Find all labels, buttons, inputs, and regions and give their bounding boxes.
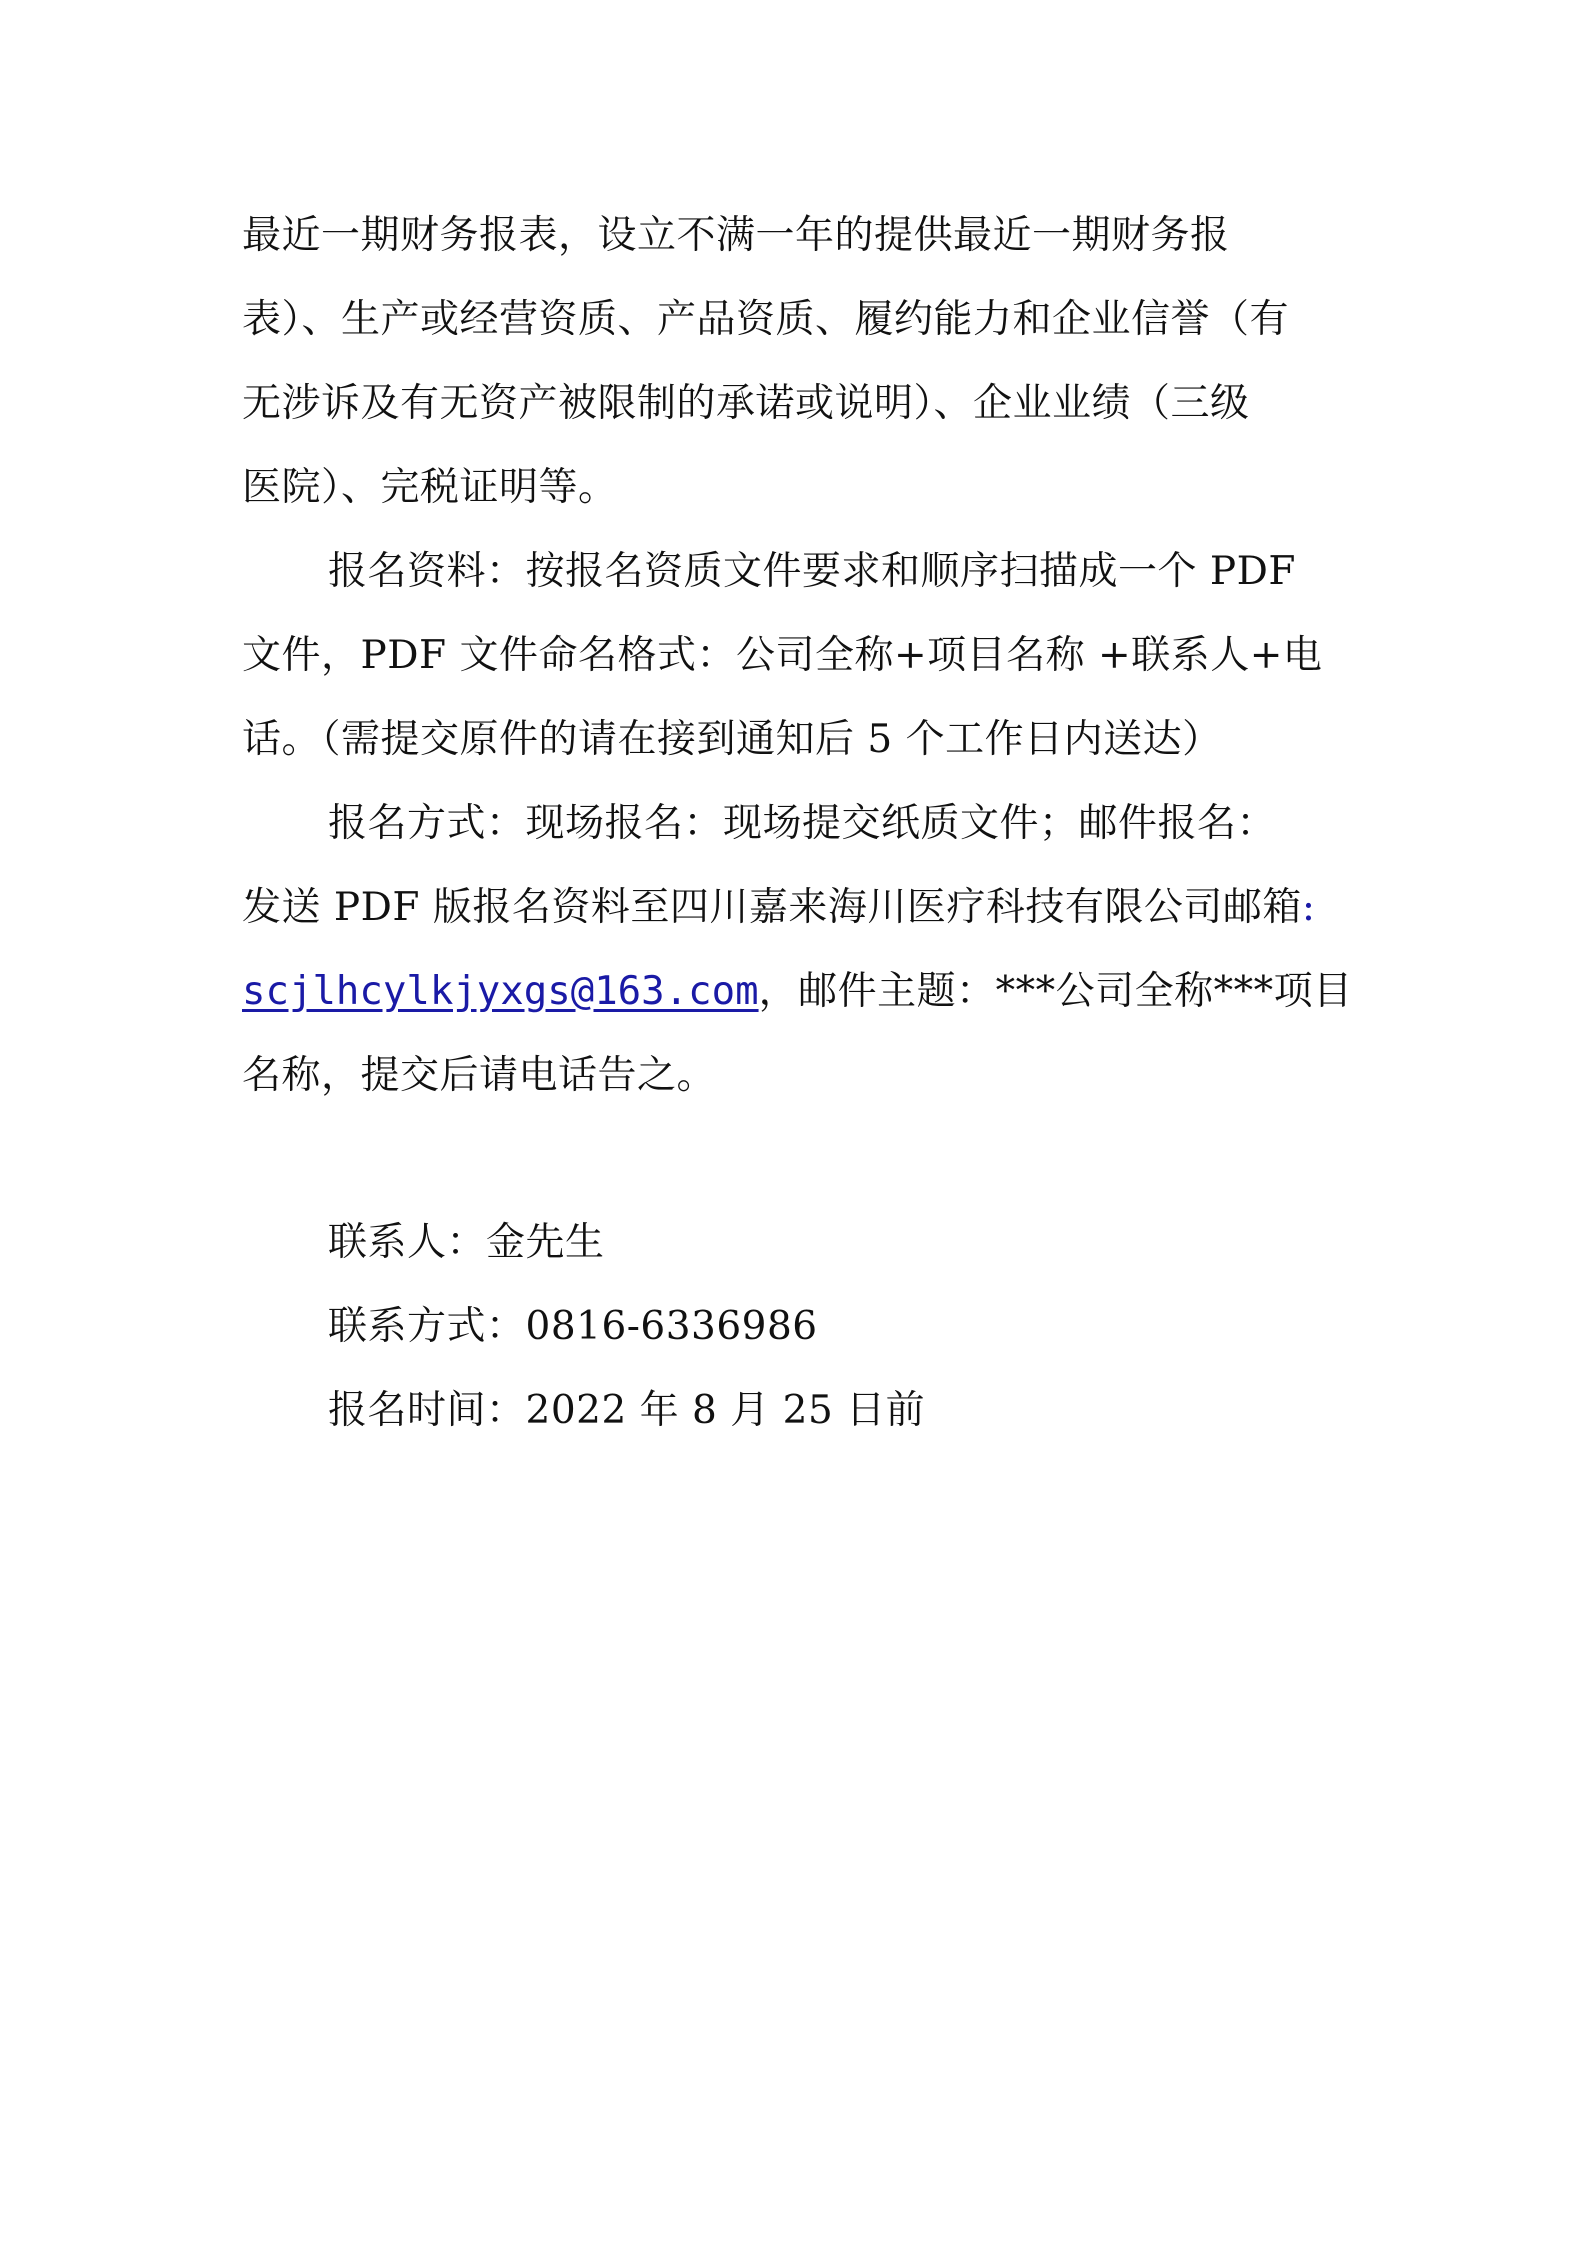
paragraph-1-line-1: 最近一期财务报表，设立不满一年的提供最近一期财务报	[242, 213, 1230, 258]
paragraph-2-line-2: 文件，PDF 文件命名格式：公司全称+项目名称 +联系人+电	[242, 633, 1323, 678]
email-subject-text: ，邮件主题：***公司全称***项目	[758, 969, 1353, 1014]
paragraph-1-line-2: 表）、生产或经营资质、产品资质、履约能力和企业信誉（有	[242, 297, 1290, 342]
email-link[interactable]: scjlhcylkjyxgs@163.com	[242, 969, 759, 1014]
contact-phone: 联系方式：0816-6336986	[328, 1304, 818, 1349]
paragraph-2-line-1: 报名资料：按报名资质文件要求和顺序扫描成一个 PDF	[328, 549, 1296, 594]
paragraph-1-line-3: 无涉诉及有无资产被限制的承诺或说明）、企业业绩（三级	[242, 381, 1250, 426]
paragraph-3-line-1: 报名方式：现场报名：现场提交纸质文件；邮件报名：	[328, 801, 1277, 846]
paragraph-1-line-4: 医院）、完税证明等。	[242, 465, 618, 510]
paragraph-3-line-2-text: 发送 PDF 版报名资料至四川嘉来海川医疗科技有限公司邮箱	[242, 885, 1302, 930]
paragraph-3-line-2	[242, 878, 1316, 938]
paragraph-3-line-4: 名称，提交后请电话告之。	[242, 1053, 717, 1098]
paragraph-2-line-3: 话。（需提交原件的请在接到通知后 5 个工作日内送达）	[242, 717, 1222, 762]
paragraph-3-line-3	[242, 962, 1353, 1022]
registration-deadline: 报名时间：2022 年 8 月 25 日前	[328, 1388, 926, 1433]
contact-person: 联系人：金先生	[328, 1220, 605, 1265]
email-colon: :	[1301, 885, 1316, 930]
